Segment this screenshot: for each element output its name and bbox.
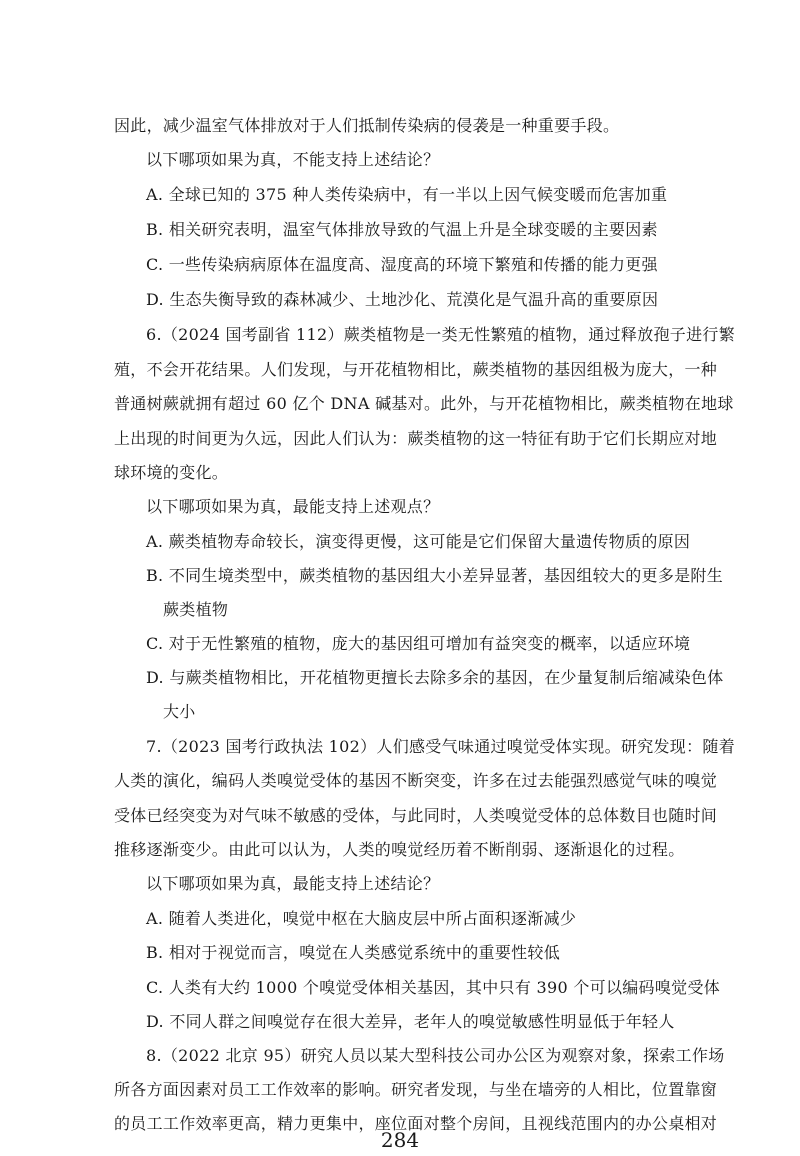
q7-stem-line: 推移逐渐变少。由此可以认为，人类的嗅觉经历着不断削弱、逐渐退化的过程。: [114, 840, 685, 859]
q6-stem-line: 普通树蕨就拥有超过 60 亿个 DNA 碱基对。此外，与开花植物相比，蕨类植物在地球: [114, 394, 734, 413]
q6-stem-line: 殖，不会开花结果。人们发现，与开花植物相比，蕨类植物的基因组极为庞大，一种: [114, 360, 718, 379]
q7-stem-line: 受体已经突变为对气味不敏感的受体，与此同时，人类嗅觉受体的总体数目也随时间: [114, 806, 718, 825]
q7-option-c: C. 人类有大约 1000 个嗅觉受体相关基因，其中只有 390 个可以编码嗅觉受体: [146, 978, 721, 997]
q6-prompt: 以下哪项如果为真，最能支持上述观点？: [146, 497, 440, 516]
q5-option-b: B. 相关研究表明，温室气体排放导致的气温上升是全球变暖的主要因素: [146, 220, 658, 239]
q8-stem-line: 的员工工作效率更高，精力更集中，座位面对整个房间，且视线范围内的办公桌相对: [114, 1114, 718, 1133]
q6-option-b: B. 不同生境类型中，蕨类植物的基因组大小差异显著，基因组较大的更多是附生: [146, 566, 724, 585]
q5-option-c: C. 一些传染病病原体在温度高、湿度高的环境下繁殖和传播的能力更强: [146, 255, 658, 274]
page-number: 284: [380, 1128, 420, 1152]
q8-stem-line: 所各方面因素对员工工作效率的影响。研究者发现，与坐在墙旁的人相比，位置靠窗: [114, 1080, 718, 1099]
q7-option-d: D. 不同人群之间嗅觉存在很大差异，老年人的嗅觉敏感性明显低于年轻人: [146, 1012, 675, 1031]
q7-option-b: B. 相对于视觉而言，嗅觉在人类感觉系统中的重要性较低: [146, 943, 561, 962]
q7-stem-line: 7.（2023 国考行政执法 102）人们感受气味通过嗅觉受体实现。研究发现：随着: [146, 737, 735, 756]
q6-option-a: A. 蕨类植物寿命较长，演变得更慢，这可能是它们保留大量遗传物质的原因: [146, 532, 691, 551]
q7-option-a: A. 随着人类进化，嗅觉中枢在大脑皮层中所占面积逐渐减少: [146, 909, 577, 928]
intro-line: 因此，减少温室气体排放对于人们抵制传染病的侵袭是一种重要手段。: [114, 116, 620, 135]
q6-option-d-cont: 大小: [163, 702, 196, 721]
q7-stem-line: 人类的演化，编码人类嗅觉受体的基因不断突变，许多在过去能强烈感觉气味的嗅觉: [114, 771, 718, 790]
q7-prompt: 以下哪项如果为真，最能支持上述结论？: [146, 874, 440, 893]
q6-stem-line: 6.（2024 国考副省 112）蕨类植物是一类无性繁殖的植物，通过释放孢子进行繁: [146, 325, 735, 344]
q6-option-b-cont: 蕨类植物: [163, 600, 229, 619]
q6-stem-line: 球环境的变化。: [114, 463, 229, 482]
q5-option-d: D. 生态失衡导致的森林减少、土地沙化、荒漠化是气温升高的重要原因: [146, 290, 659, 309]
q6-option-d: D. 与蕨类植物相比，开花植物更擅长去除多余的基因，在少量复制后缩减染色体: [146, 668, 724, 687]
q5-prompt: 以下哪项如果为真，不能支持上述结论？: [146, 150, 440, 169]
q5-option-a: A. 全球已知的 375 种人类传染病中，有一半以上因气候变暖而危害加重: [146, 185, 668, 204]
q6-stem-line: 上出现的时间更为久远，因此人们认为：蕨类植物的这一特征有助于它们长期应对地: [114, 429, 718, 448]
q6-option-c: C. 对于无性繁殖的植物，庞大的基因组可增加有益突变的概率，以适应环境: [146, 634, 691, 653]
q8-stem-line: 8.（2022 北京 95）研究人员以某大型科技公司办公区为观察对象，探索工作场: [146, 1046, 725, 1065]
